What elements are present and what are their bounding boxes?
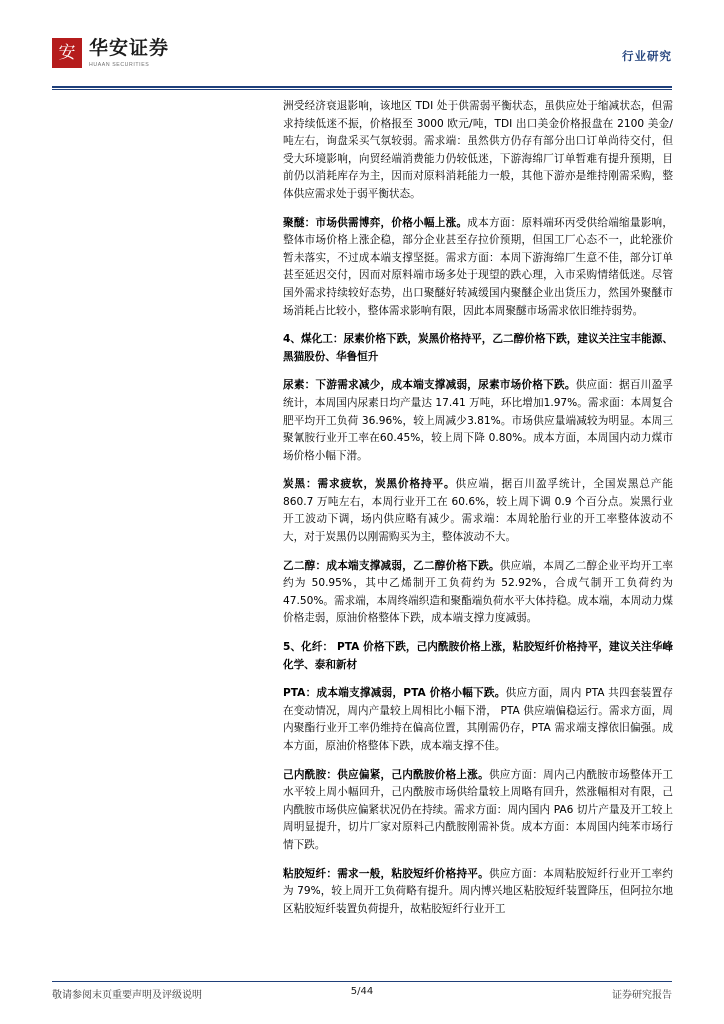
paragraph-carbon-black-lead: 炭黑：需求疲软，炭黑价格持平。 [283,478,456,491]
paragraph-polyether-lead: 聚醚：市场供需博弈，价格小幅上涨。 [283,216,468,229]
paragraph-caprolactam-lead: 己内酰胺：供应偏紧，己内酰胺价格上涨。 [283,768,489,781]
paragraph-caprolactam [283,767,673,855]
paragraph-carbon-black-text: 供应端，据百川盈孚统计，全国炭黑总产能 860.7 万吨左右，本周行业开工在 60.6%，较上周下调 0.9 个百分点。炭黑行业开工波动下调，场内供应略有减少。需求端：本周轮胎行业的开工率整体波动不大，对于炭黑仍以刚需购买为主，整体波动不大。 [283,478,674,544]
logo-mark-icon: 安 [52,38,82,68]
paragraph-viscose-staple-fiber [283,866,673,919]
paragraph-pta-lead: PTA：成本端支撑减弱，PTA 价格小幅下跌。 [283,687,506,700]
paragraph-pta-text: 供应方面，周内 PTA 共四套装置存在变动情况，周内产量较上周相比小幅下滑， PTA 供应端偏稳运行。需求方面，周内聚酯行业开工率仍维持在偏高位置，其刚需仍存，PTA 需求端支撑依旧偏强。成本方面，原油价格整体下跌，成本端支撑不佳。 [283,687,673,752]
paragraph-ethylene-glycol [283,558,673,628]
logo-company-name-en: HUAAN SECURITIES [89,62,150,68]
paragraph-polyether-text: 成本方面：原料端环丙受供给端缩量影响，整体市场价格上涨企稳，部分企业甚至存拉价预期，但国工厂心态不一，此轮涨价暂未落实，不过成本端支撑坚挺。需求方面：本周下游海绵厂生意不佳，部分订单甚至延迟交付，因而对原料端市场多处于现望的跌心理，入市采购情绪低迷。尽管国外需求持续较好态势，出口聚醚好转减缓国内聚醚企业出货压力，然国外聚醚市场消耗占比较小，整体需求影响有限，因此本周聚醚市场需求依旧维持弱势。 [283,216,673,317]
document-body [283,98,673,918]
paragraph-polyether [283,215,673,321]
footer-disclaimer: 敬请参阅末页重要声明及评级说明 [52,990,202,1001]
paragraph-urea-text: 供应面：据百川盈孚统计，本周国内尿素日均产量达 17.41 万吨，环比增加1.97%。需求面：本周复合肥平均开工负荷 36.96%，较上周减少3.81%。市场供应量端减较为明显。本周三聚氰胺行业开工率在60.45%，较上周下降 0.80%。成本方面，本周国内动力煤市场价格小幅下滑。 [283,379,674,462]
footer-report-type: 证券研究报告 [612,990,672,1001]
paragraph-viscose-lead: 粘胶短纤：需求一般，粘胶短纤价格持平。 [283,867,489,880]
company-logo [52,38,169,68]
paragraph-urea [283,377,673,465]
paragraph-urea-lead: 尿素：下游需求减少，成本端支撑减弱，尿素市场价格下跌。 [283,379,576,392]
paragraph-carbon-black [283,476,673,546]
header-section-title: 行业研究 [622,49,672,63]
footer-divider [52,981,672,982]
paragraph-tdi: 洲受经济衰退影响，该地区 TDI 处于供需弱平衡状态，虽供应处于缩减状态，但需求持续低迷不振，价格报至 3000 欧元/吨，TDI 出口美金价格报盘在 2100 美金/吨左右，询盘采买气氛较弱。需求端：虽然供方仍存有部分出口订单尚待交付，但受大环境影响，向贸经端消费能力仍较低迷，下游海绵厂订单暂难有提升预期，目前仍以消耗库存为主，因而对原料消耗能力一般，其他下游亦是维持刚需采购，整体供应需求处于弱平衡状态。 [283,100,673,200]
logo-text [89,38,169,68]
logo-company-name-cn: 华安证券 [89,37,170,59]
header-divider [52,86,672,88]
header-divider-thin [52,89,672,90]
heading-chemical-fiber: 5、化纤： PTA 价格下跌，己内酰胺价格上涨，粘胶短纤价格持平，建议关注华峰化学、泰和新材 [283,641,673,671]
paragraph-ethylene-glycol-text: 供应端，本周乙二醇企业平均开工率约为 50.95%，其中乙烯制开工负荷约为 52.92%，合成气制开工负荷约为47.50%。需求端，本周终端织造和聚酯端负荷水平大体持稳。成本端，本周动力煤价格走弱，原油价格整体下跌，成本端支撑力度减弱。 [283,559,674,625]
paragraph-pta [283,685,673,755]
heading-coal-chemical: 4、煤化工：尿素价格下跌，炭黑价格持平，乙二醇价格下跌，建议关注宝丰能源、黑猫股份、华鲁恒升 [283,333,673,363]
paragraph-ethylene-glycol-lead: 乙二醇：成本端支撑减弱，乙二醇价格下跌。 [283,559,500,572]
paragraph-caprolactam-text: 供应方面：周内己内酰胺市场整体开工水平较上周小幅回升，己内酰胺市场供给量较上周略有回升，然涨幅相对有限，己内酰胺市场供应偏紧状况仍在持续。需求方面：周内国内 PA6 切片产量及开工较上周明显提升，切片厂家对原料己内酰胺刚需补货。成本方面：本周国内纯苯市场行情下跌。 [283,768,674,851]
paragraph-viscose-text: 供应方面：本周粘胶短纤行业开工率约为 79%，较上周开工负荷略有提升。周内博兴地区粘胶短纤装置降压，但阿拉尔地区粘胶短纤装置负荷提升，故粘胶短纤行业开工 [283,867,674,915]
page-footer [52,986,672,1004]
page-header [52,38,672,86]
footer-page-number: 5/44 [350,986,374,997]
